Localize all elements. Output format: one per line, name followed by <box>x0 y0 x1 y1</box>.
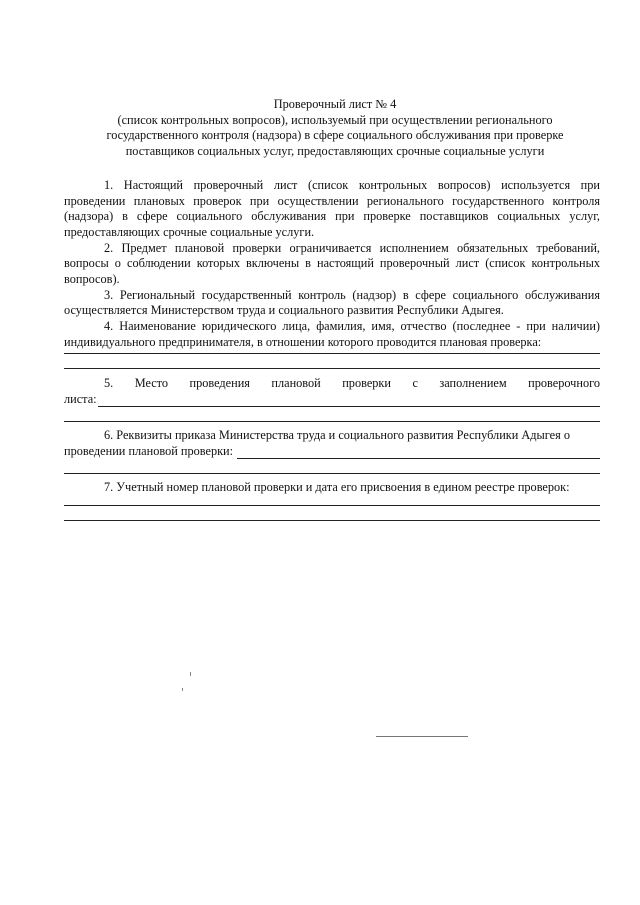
p5-tail-label: листа: <box>64 391 97 406</box>
p5-word: 5. <box>104 376 114 391</box>
scan-speck <box>190 672 191 676</box>
paragraph-4: 4. Наименование юридического лица, фамилия, имя, отчество (последнее - при наличии) индивидуального предпринимателя, в отношении которого проводится плановая проверка: <box>64 318 600 349</box>
p5-word: проверочного <box>528 376 600 391</box>
paragraph-6-tail <box>64 444 600 460</box>
paragraph-7: 7. Учетный номер плановой проверки и дата его присвоения в едином реестре проверок: <box>104 480 570 495</box>
p5-word: Место <box>134 376 169 391</box>
document-body <box>64 178 600 521</box>
answer-line-7a[interactable] <box>64 505 600 506</box>
document-title <box>60 97 610 159</box>
scan-speck <box>182 688 183 691</box>
p5-word: проверки <box>342 376 391 391</box>
answer-line-7b[interactable] <box>64 520 600 521</box>
paragraph-3: 3. Региональный государственный контроль (надзор) в сфере социального обслуживания осуществляется Министерством труда и социального развития Республики Адыгея. <box>64 287 600 318</box>
paragraph-5-tail <box>64 392 600 408</box>
p5-word: с <box>412 376 418 391</box>
answer-line-5a[interactable] <box>98 395 600 407</box>
answer-line-4a[interactable] <box>64 353 600 354</box>
p5-word: плановой <box>271 376 321 391</box>
p5-word: проведения <box>189 376 250 391</box>
answer-line-6b[interactable] <box>64 473 600 474</box>
p6-line-1: 6. Реквизиты приказа Министерства труда и социального развития Республики Адыгея о <box>104 428 571 443</box>
answer-line-5b[interactable] <box>64 421 600 422</box>
answer-line-6a[interactable] <box>237 447 600 459</box>
title-line-4: поставщиков социальных услуг, предоставляющих срочные социальные услуги <box>125 143 545 158</box>
title-line-1: Проверочный лист № 4 <box>273 97 397 111</box>
answer-line-4b[interactable] <box>64 368 600 369</box>
paragraph-2: 2. Предмет плановой проверки ограничивается исполнением обязательных требований, вопросы о соблюдении которых включены в настоящий проверочный лист (список контрольных вопросов). <box>64 240 600 286</box>
title-line-3: государственного контроля (надзора) в сфере социального обслуживания при проверке <box>106 128 564 143</box>
title-line-2: (список контрольных вопросов), используемый при осуществлении регионального <box>117 112 553 127</box>
paragraph-5 <box>64 376 600 392</box>
paragraph-6 <box>64 428 600 444</box>
paragraph-1: 1. Настоящий проверочный лист (список контрольных вопросов) используется при проведении плановых проверок при осуществлении регионального государственного контроля (надзора) в сфере социального обслуживания при проверке поставщиков социальных услуг, предоставляющих срочные социальные услуги. <box>64 178 600 239</box>
p5-word: заполнением <box>439 376 507 391</box>
scan-dash <box>376 736 468 737</box>
p6-line-2: проведении плановой проверки: <box>64 443 234 458</box>
